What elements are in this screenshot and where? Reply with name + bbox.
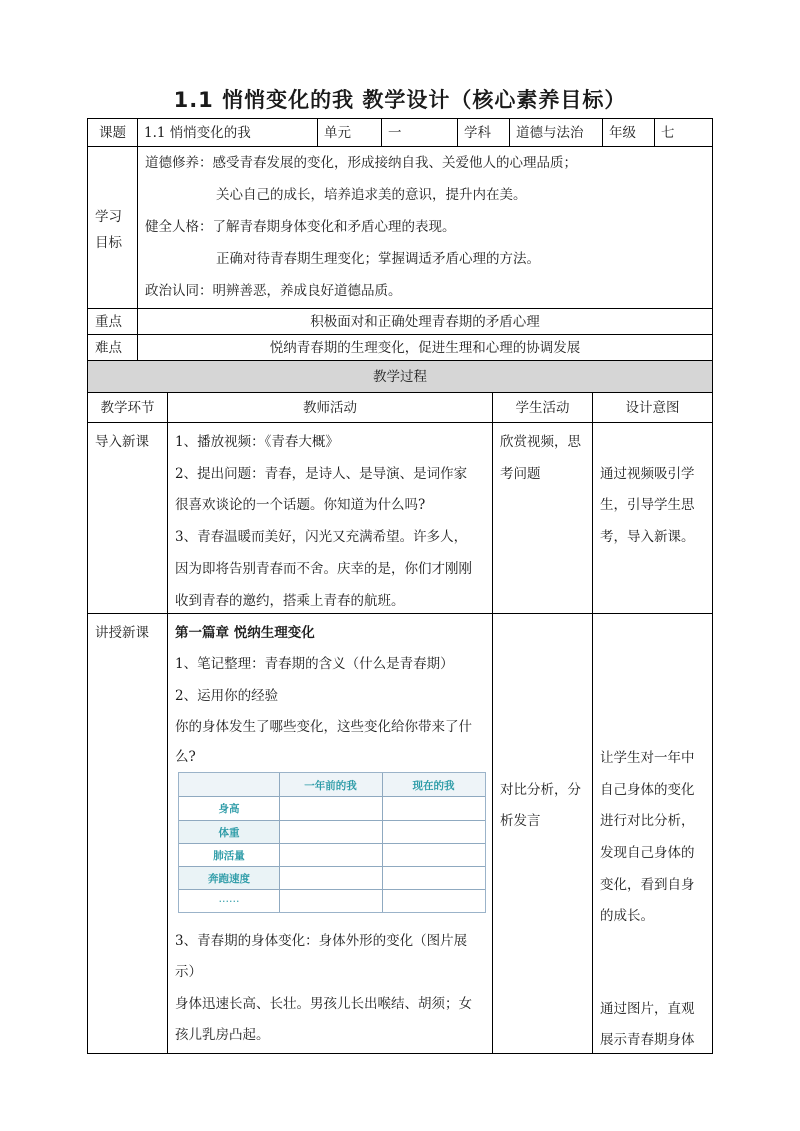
intent-line: 变化，看到自身 (600, 877, 695, 893)
teacher-line: 很喜欢谈论的一个话题。你知道为什么吗? (175, 497, 426, 513)
goal-line: 关心自己的成长，培养追求美的意识，提升内在美。 (216, 187, 527, 203)
intent-line: 展示青春期身体 (600, 1032, 695, 1048)
column-header: 学生活动 (515, 400, 570, 416)
intent-line: 通过图片，直观 (600, 1001, 695, 1017)
teacher-line: 么? (175, 749, 196, 765)
compare-row-label: 肺活量 (213, 850, 245, 862)
topic-label: 课题 (99, 125, 126, 141)
goal-line: 健全人格：了解青春期身体变化和矛盾心理的表现。 (145, 219, 456, 235)
goals-label-line2: 目标 (95, 235, 122, 251)
teacher-line: 1、播放视频：《青春大概》 (175, 434, 339, 450)
intent-line: 自己身体的变化 (600, 782, 695, 798)
stage-label: 导入新课 (95, 434, 149, 450)
intent-line: 发现自己身体的 (600, 845, 695, 861)
goal-line: 道德修养：感受青春发展的变化，形成接纳自我、关爱他人的心理品质； (145, 155, 577, 171)
goal-line: 政治认同：明辨善恶，养成良好道德品质。 (145, 283, 402, 299)
unit-label: 单元 (324, 125, 351, 141)
intent-line: 通过视频吸引学 (600, 466, 695, 482)
teacher-line: 收到青春的邀约，搭乘上青春的航班。 (175, 593, 405, 609)
unit-value: 一 (388, 125, 402, 141)
teacher-line: 2、提出问题：青春，是诗人、是导演、是词作家 (175, 466, 468, 482)
difficulty-text: 悦纳青春期的生理变化，促进生理和心理的协调发展 (269, 340, 581, 356)
grade-value: 七 (661, 125, 675, 141)
column-header: 设计意图 (625, 400, 680, 416)
compare-header: 一年前的我 (304, 780, 357, 792)
stage-label: 讲授新课 (95, 625, 149, 641)
compare-header: 现在的我 (412, 780, 455, 792)
intent-line: 让学生对一年中 (600, 750, 695, 766)
teacher-line: 1、笔记整理：青春期的含义（什么是青春期） (175, 656, 454, 672)
process-title: 教学过程 (373, 369, 427, 385)
student-line: 析发言 (500, 813, 541, 829)
teacher-line: 孩儿乳房凸起。 (175, 1027, 270, 1043)
teacher-line: 3、青春期的身体变化：身体外形的变化（图片展 (175, 933, 468, 949)
column-header: 教学环节 (100, 400, 155, 416)
goals-label-line1: 学习 (95, 209, 122, 225)
goal-line: 正确对待青春期生理变化；掌握调适矛盾心理的方法。 (216, 251, 540, 267)
page-title: 1.1 悄悄变化的我 教学设计（核心素养目标） (173, 88, 627, 112)
teacher-line: 因为即将告别青春而不舍。庆幸的是，你们才刚刚 (175, 561, 472, 577)
teacher-line: 示） (175, 964, 202, 980)
intent-line: 进行对比分析， (600, 813, 695, 829)
intent-line: 生，引导学生思 (600, 497, 695, 513)
subject-label: 学科 (464, 125, 491, 141)
compare-row-label: 身高 (218, 803, 240, 815)
compare-row-label: 体重 (218, 827, 240, 839)
body-change-comparison-table (178, 772, 486, 913)
student-line: 考问题 (500, 466, 541, 482)
teacher-line: 3、青春温暖而美好，闪光又充满希望。许多人， (175, 529, 468, 545)
topic-value: 1.1 悄悄变化的我 (144, 125, 251, 141)
teacher-line: 你的身体发生了哪些变化，这些变化给你带来了什 (175, 719, 472, 735)
intent-line: 考，导入新课。 (600, 529, 695, 545)
difficulty-label: 难点 (95, 340, 122, 356)
key-point-label: 重点 (95, 314, 122, 330)
student-line: 欣赏视频，思 (500, 434, 581, 450)
grade-label: 年级 (609, 125, 636, 141)
key-point-text: 积极面对和正确处理青春期的矛盾心理 (310, 314, 540, 330)
teacher-line: 身体迅速长高、长壮。男孩儿长出喉结、胡须；女 (175, 996, 472, 1012)
student-line: 对比分析，分 (500, 782, 581, 798)
teacher-line: 2、运用你的经验 (175, 688, 279, 704)
subject-value: 道德与法治 (516, 125, 584, 141)
compare-row-label: …… (218, 893, 240, 905)
column-header: 教师活动 (303, 400, 357, 416)
chapter-heading: 第一篇章 悦纳生理变化 (175, 625, 315, 641)
intent-line: 的成长。 (600, 908, 654, 924)
compare-row-label: 奔跑速度 (208, 873, 250, 885)
